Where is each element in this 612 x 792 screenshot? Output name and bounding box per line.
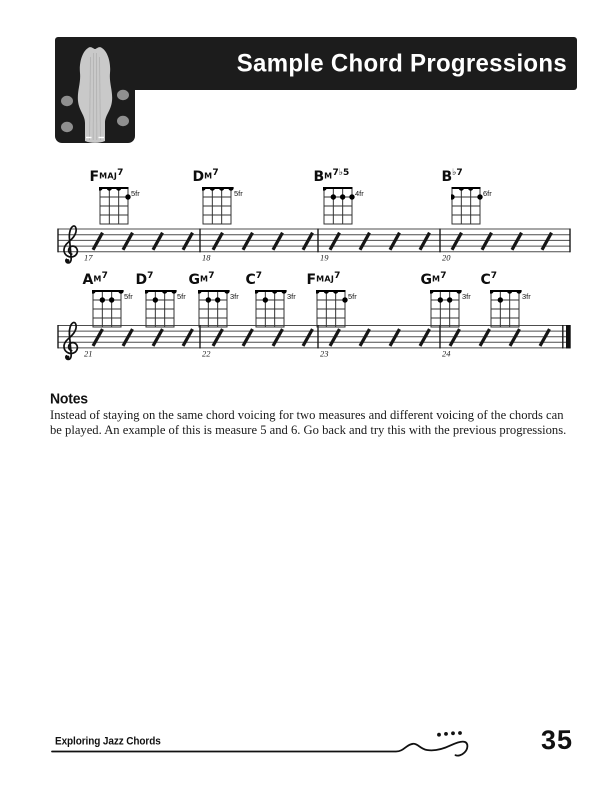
position-label: 4fr	[354, 189, 364, 198]
notes-body: Instead of staying on the same chord voicing for two measures and different voicing of the chords can be played. An example of this is measure 5 and 6. Go back and try this with the previous progressions.	[50, 408, 567, 438]
finger-dot	[456, 290, 461, 294]
finger-dot	[214, 297, 219, 302]
notes-heading: Notes	[50, 389, 88, 407]
fret-grid	[451, 187, 506, 227]
rhythm-slash	[303, 233, 313, 250]
treble-clef-icon	[64, 226, 77, 263]
page-number: 35	[540, 724, 574, 756]
chord-diagram-fmaj7	[306, 269, 376, 335]
chord-label: $GM^7$	[188, 271, 215, 288]
finger-dot	[108, 297, 113, 302]
finger-dot	[437, 297, 442, 302]
position-label: 3fr	[286, 292, 296, 301]
rhythm-slash	[93, 233, 103, 250]
chord-label: $BM^{7♭5}$	[313, 168, 350, 185]
rhythm-slash	[452, 233, 462, 250]
finger-dot	[332, 290, 337, 294]
chord-diagram-dm7	[192, 166, 262, 232]
position-label: 3fr	[229, 292, 239, 301]
finger-dot	[198, 290, 202, 294]
finger-dot	[145, 290, 149, 294]
flourish-dot	[437, 733, 441, 737]
finger-dot	[115, 187, 120, 191]
finger-dot	[255, 290, 259, 294]
fret-grid	[99, 187, 154, 227]
finger-dot	[446, 297, 451, 302]
finger-dot	[497, 297, 502, 302]
fret-grid	[323, 187, 378, 227]
chord-diagram-bm7b5	[313, 166, 383, 232]
rhythm-slash	[243, 233, 253, 250]
measure-number: 17	[84, 252, 93, 263]
finger-dot	[490, 290, 494, 294]
chord-label: $C^7$	[245, 271, 263, 288]
chord-label: $C^7$	[480, 271, 498, 288]
chord-label: $B^{♭7}$	[441, 168, 463, 185]
finger-dot	[118, 290, 123, 294]
finger-dot	[152, 297, 157, 302]
fret-grid	[255, 290, 310, 330]
measure-number: 20	[442, 252, 451, 263]
finger-dot	[209, 187, 214, 191]
chord-label: $DM^7$	[192, 168, 219, 185]
finger-dot	[516, 290, 521, 294]
fret-grid	[92, 290, 147, 330]
finger-dot	[323, 290, 328, 294]
finger-dot	[477, 194, 482, 199]
finger-dot	[262, 297, 267, 302]
finger-dot	[224, 290, 229, 294]
rhythm-slash	[360, 233, 370, 250]
measure-number: 22	[202, 348, 211, 359]
chord-diagram-fmaj7	[89, 166, 159, 232]
finger-dot	[99, 297, 104, 302]
finger-dot	[330, 194, 335, 199]
position-label: 5fr	[347, 292, 357, 301]
flourish-dot	[444, 732, 448, 736]
finger-dot	[125, 194, 130, 199]
finger-dot	[323, 187, 327, 191]
rhythm-slash	[512, 233, 522, 250]
finger-dot	[161, 290, 166, 294]
finger-dot	[349, 194, 354, 199]
finger-dot	[202, 187, 206, 191]
footer-book-title: Exploring Jazz Chords	[55, 735, 161, 748]
position-label: 3fr	[521, 292, 531, 301]
finger-dot	[451, 194, 455, 199]
rhythm-slash	[273, 233, 283, 250]
rhythm-slash	[213, 233, 223, 250]
finger-dot	[106, 187, 111, 191]
rhythm-slash	[420, 329, 430, 346]
rhythm-slash	[390, 329, 400, 346]
rhythm-slash	[123, 233, 133, 250]
measure-number: 19	[320, 252, 329, 263]
position-label: 6fr	[482, 189, 492, 198]
finger-dot	[205, 297, 210, 302]
rhythm-slash	[330, 233, 340, 250]
finger-dot	[228, 187, 233, 191]
rhythm-slash	[390, 233, 400, 250]
finger-dot	[218, 187, 223, 191]
fret-grid	[316, 290, 371, 330]
finger-dot	[316, 290, 320, 294]
finger-dot	[339, 194, 344, 199]
flourish-dot	[458, 731, 462, 735]
final-barline-thick	[566, 325, 571, 348]
measure-number: 18	[202, 252, 211, 263]
finger-dot	[430, 290, 434, 294]
chord-label: FMAJ$^7$	[306, 271, 341, 288]
fret-grid	[430, 290, 485, 330]
finger-dot	[281, 290, 286, 294]
position-label: 3fr	[461, 292, 471, 301]
rhythm-slash	[153, 233, 163, 250]
fret-grid	[202, 187, 257, 227]
finger-dot	[467, 187, 472, 191]
finger-dot	[99, 187, 103, 191]
chord-diagram-bb7	[441, 166, 511, 232]
chord-label: $GM^7$	[420, 271, 447, 288]
measure-number: 21	[84, 348, 93, 359]
chord-label: $D^7$	[135, 271, 154, 288]
finger-dot	[506, 290, 511, 294]
chord-diagram-c7	[245, 269, 315, 335]
measure-number: 24	[442, 348, 451, 359]
position-label: 5fr	[233, 189, 243, 198]
position-label: 5fr	[130, 189, 140, 198]
fret-grid	[145, 290, 200, 330]
finger-dot	[458, 187, 463, 191]
measure-number: 23	[320, 348, 329, 359]
page-title: Sample Chord Progressions	[236, 49, 567, 78]
flourish-dot	[451, 731, 455, 735]
fret-grid	[198, 290, 253, 330]
position-label: 5fr	[176, 292, 186, 301]
finger-dot	[92, 290, 96, 294]
finger-dot	[171, 290, 176, 294]
finger-dot	[271, 290, 276, 294]
chord-label: FMAJ$^7$	[89, 168, 124, 185]
chord-diagram-c7	[480, 269, 550, 335]
position-label: 5fr	[123, 292, 133, 301]
chord-label: $AM^7$	[82, 271, 108, 288]
rhythm-slash	[183, 233, 193, 250]
rhythm-slash	[420, 233, 430, 250]
treble-clef-icon	[64, 322, 77, 359]
rhythm-slash	[542, 233, 552, 250]
rhythm-slash	[482, 233, 492, 250]
finger-dot	[342, 297, 347, 302]
fret-grid	[490, 290, 545, 330]
